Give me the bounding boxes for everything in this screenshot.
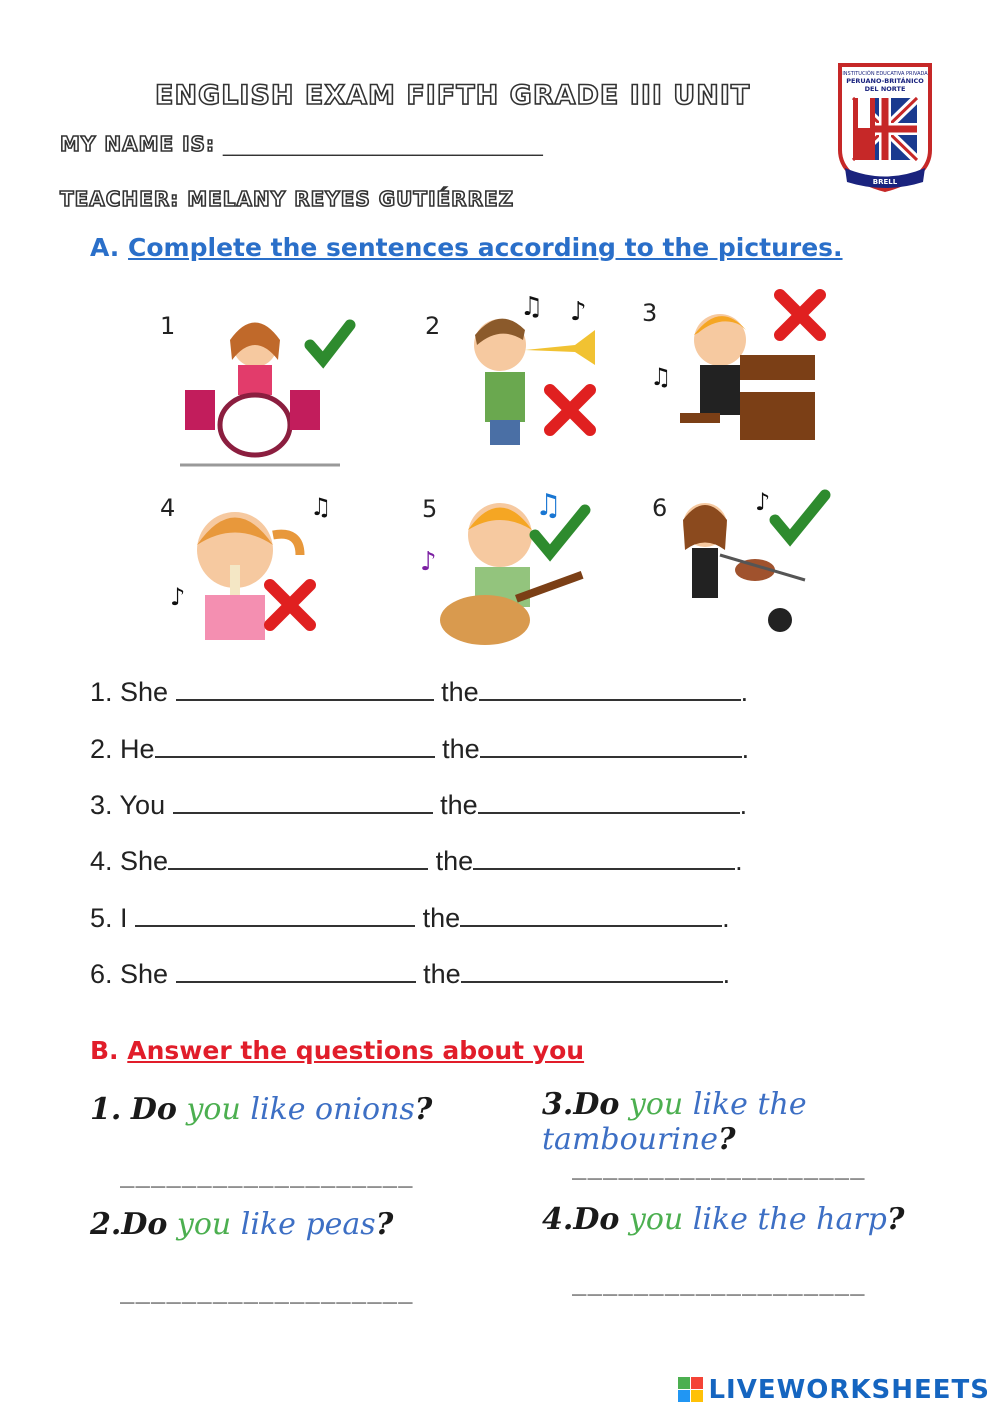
sentence-lead: 6. She	[90, 959, 169, 989]
sentence-end: .	[722, 903, 730, 933]
question-number: 1.	[90, 1092, 122, 1127]
question-rest: like onions	[250, 1092, 415, 1127]
picture-3-piano	[640, 285, 840, 455]
question-do: Do	[573, 1087, 620, 1122]
sentence-end: .	[739, 790, 748, 820]
sentence-2	[90, 730, 749, 765]
section-a-heading	[90, 233, 843, 262]
question-number: 3.	[542, 1087, 574, 1122]
sentence-6	[90, 955, 730, 990]
picture-2-trumpet	[425, 290, 625, 460]
question-mark: ?	[718, 1122, 736, 1157]
question-mark: ?	[886, 1202, 905, 1237]
sentence-lead: 1. She	[90, 677, 169, 707]
picture-number: 5	[422, 495, 438, 523]
violin-icon	[640, 480, 840, 650]
svg-text:♫: ♫	[520, 292, 544, 322]
verb-blank[interactable]	[155, 730, 435, 758]
sentence-mid: the	[442, 734, 480, 764]
sentence-end: .	[741, 734, 750, 764]
trumpet-icon	[425, 290, 625, 460]
section-a-letter: A.	[90, 233, 120, 262]
picture-number: 4	[160, 494, 176, 522]
sentence-5	[90, 899, 730, 934]
svg-text:♫: ♫	[310, 493, 332, 521]
verb-blank[interactable]	[173, 786, 433, 814]
question-you: you	[628, 1202, 684, 1237]
name-label: MY NAME IS:	[60, 132, 215, 156]
sentence-end: .	[735, 846, 743, 876]
instrument-blank[interactable]	[479, 673, 741, 701]
section-a-instruction: Complete the sentences according to the pictures.	[128, 233, 843, 262]
question-rest: like the tambourine	[542, 1087, 807, 1157]
name-blank[interactable]: ________________________________	[222, 132, 543, 156]
answer-line-2[interactable]: ___________________	[120, 1276, 414, 1304]
verb-blank[interactable]	[135, 899, 415, 927]
svg-text:♫: ♫	[650, 363, 672, 391]
question-you: you	[176, 1207, 232, 1242]
instrument-blank[interactable]	[473, 842, 735, 870]
sentence-mid: the	[441, 677, 479, 707]
teacher-label: TEACHER: MELANY REYES GUTIÉRREZ	[60, 187, 515, 211]
liveworksheets-logo-icon	[678, 1377, 704, 1403]
logo-text-bottom: DEL NORTE	[864, 85, 906, 93]
name-row	[60, 132, 543, 156]
question-mark: ?	[414, 1092, 433, 1127]
verb-blank[interactable]	[168, 842, 428, 870]
drums-icon	[160, 300, 360, 470]
piano-icon	[640, 285, 840, 455]
picture-1-drums	[160, 300, 360, 470]
instrument-blank[interactable]	[461, 955, 723, 983]
sentence-3	[90, 786, 747, 821]
picture-6-violin	[640, 480, 840, 650]
question-3	[542, 1087, 1000, 1157]
instrument-blank[interactable]	[478, 786, 740, 814]
svg-text:♪: ♪	[170, 583, 186, 611]
question-1	[90, 1092, 432, 1127]
picture-number: 3	[642, 299, 658, 327]
svg-text:♪: ♪	[420, 547, 437, 577]
sentence-4	[90, 842, 743, 877]
picture-number: 2	[425, 312, 441, 340]
picture-number: 6	[652, 494, 668, 522]
svg-text:♪: ♪	[755, 488, 771, 516]
instrument-blank[interactable]	[460, 899, 722, 927]
picture-4-flute	[160, 480, 360, 650]
question-rest: like peas	[240, 1207, 376, 1242]
logo-ribbon: BRELL	[872, 178, 898, 186]
sentence-lead: 5. I	[90, 903, 128, 933]
question-you: you	[628, 1087, 684, 1122]
verb-blank[interactable]	[176, 955, 416, 983]
answer-line-1[interactable]: ___________________	[120, 1160, 414, 1188]
logo-text-mid: PERUANO-BRITÁNICO	[846, 77, 924, 85]
question-do: Do	[130, 1092, 177, 1127]
question-do: Do	[121, 1207, 168, 1242]
question-do: Do	[573, 1202, 620, 1237]
svg-text:♫: ♫	[535, 488, 562, 523]
sentence-mid: the	[423, 959, 461, 989]
picture-5-guitar	[420, 475, 620, 645]
sentence-lead: 4. She	[90, 846, 169, 876]
sentence-mid: the	[440, 790, 478, 820]
sentence-lead: 2. He	[90, 734, 155, 764]
verb-blank[interactable]	[176, 673, 434, 701]
school-logo	[835, 60, 935, 195]
footer-brand: LIVEWORKSHEETS	[708, 1375, 990, 1405]
section-b-letter: B.	[90, 1036, 119, 1065]
question-number: 2.	[90, 1207, 122, 1242]
sentence-lead: 3. You	[90, 790, 166, 820]
question-number: 4.	[542, 1202, 574, 1237]
liveworksheets-footer[interactable]	[678, 1375, 990, 1405]
section-b-instruction: Answer the questions about you	[127, 1036, 585, 1065]
sentence-1	[90, 673, 748, 708]
answer-line-3[interactable]: ___________________	[572, 1152, 866, 1180]
question-mark: ?	[375, 1207, 394, 1242]
exam-title: ENGLISH EXAM FIFTH GRADE III UNIT	[155, 80, 751, 111]
sentence-end: .	[740, 677, 749, 707]
svg-text:♪: ♪	[570, 297, 587, 327]
question-rest: like the harp	[692, 1202, 887, 1237]
question-2	[90, 1207, 393, 1242]
section-b-heading	[90, 1036, 584, 1065]
question-you: you	[186, 1092, 241, 1127]
sentence-mid: the	[422, 903, 461, 933]
answer-line-4[interactable]: ___________________	[572, 1268, 866, 1296]
picture-number: 1	[160, 312, 176, 340]
instrument-blank[interactable]	[480, 730, 742, 758]
question-4	[542, 1202, 904, 1237]
flute-icon	[160, 480, 360, 650]
sentence-mid: the	[435, 846, 474, 876]
logo-text-top: INSTITUCIÓN EDUCATIVA PRIVADA	[842, 71, 928, 77]
guitar-icon	[420, 475, 620, 645]
sentence-end: .	[722, 959, 731, 989]
